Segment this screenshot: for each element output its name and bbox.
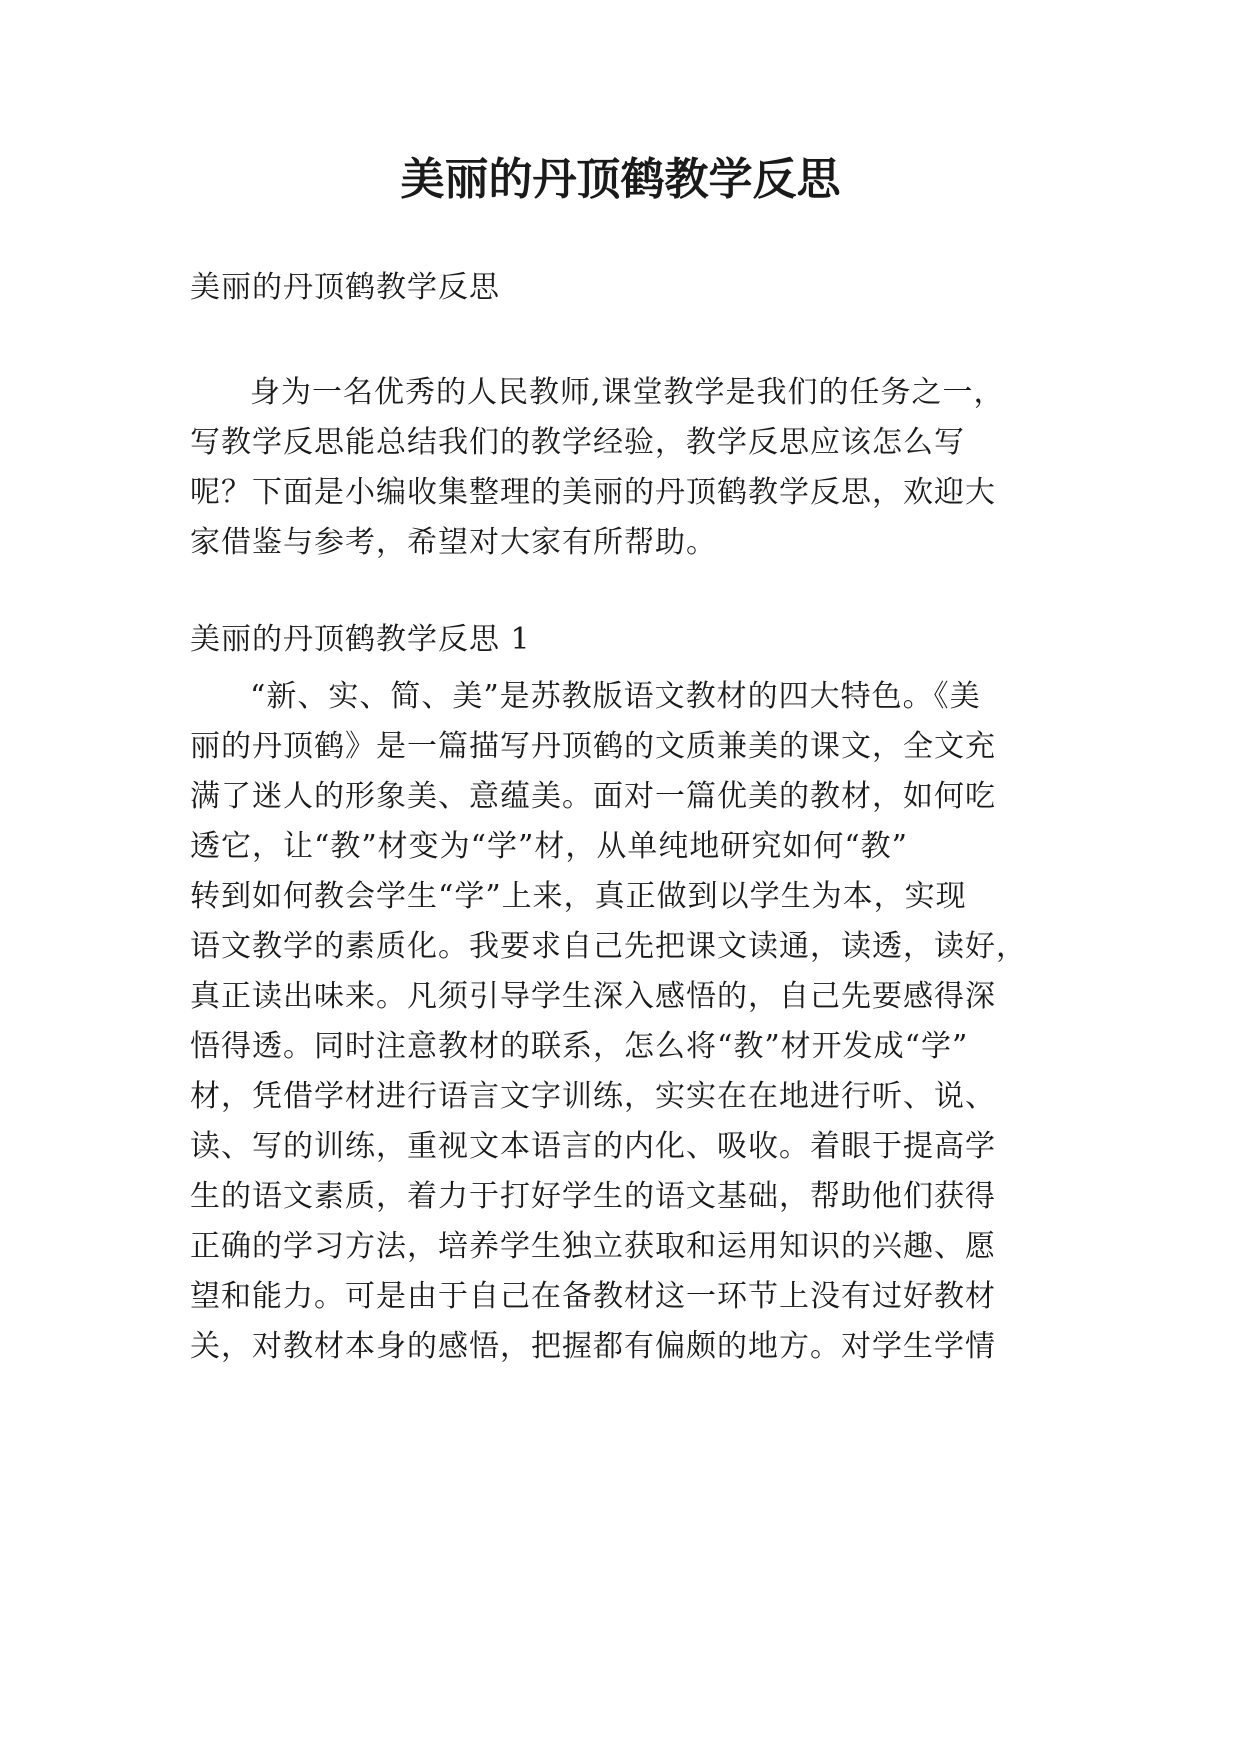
section-line-1: “新、实、简、美”是苏教版语文教材的四大特色。《美 bbox=[250, 679, 981, 714]
section-line-5: 转到如何教会学生“学”上来，真正做到以学生为本，实现 bbox=[190, 879, 967, 914]
intro-line-4: 家借鉴与参考，希望对大家有所帮助。 bbox=[190, 525, 717, 560]
section-line-6: 语文教学的素质化。我要求自己先把课文读通，读透，读好， bbox=[190, 929, 1027, 964]
section-line-11: 生的语文素质，着力于打好学生的语文基础，帮助他们获得 bbox=[190, 1179, 996, 1214]
section-line-3: 满了迷人的形象美、意蕴美。面对一篇优美的教材，如何吃 bbox=[190, 779, 996, 814]
intro-line-3: 呢？下面是小编收集整理的美丽的丹顶鹤教学反思，欢迎大 bbox=[190, 475, 996, 510]
section-line-12: 正确的学习方法，培养学生独立获取和运用知识的兴趣、愿 bbox=[190, 1229, 996, 1264]
section-line-10: 读、写的训练，重视文本语言的内化、吸收。着眼于提高学 bbox=[190, 1129, 996, 1164]
section-line-2: 丽的丹顶鹤》是一篇描写丹顶鹤的文质兼美的课文，全文充 bbox=[190, 729, 996, 764]
section-line-9: 材，凭借学材进行语言文字训练，实实在在地进行听、说、 bbox=[190, 1079, 996, 1114]
document-subtitle: 美丽的丹顶鹤教学反思 bbox=[190, 270, 500, 305]
document-title: 美丽的丹顶鹤教学反思 bbox=[400, 154, 841, 205]
section-line-8: 悟得透。同时注意教材的联系，怎么将“教”材开发成“学” bbox=[190, 1029, 969, 1064]
section-heading: 美丽的丹顶鹤教学反思 1 bbox=[190, 622, 531, 657]
intro-line-1: 身为一名优秀的人民教师,课堂教学是我们的任务之一， bbox=[250, 375, 1005, 410]
section-line-13: 望和能力。可是由于自己在备教材这一环节上没有过好教材 bbox=[190, 1279, 996, 1314]
section-line-4: 透它，让“教”材变为“学”材，从单纯地研究如何“教” bbox=[190, 829, 909, 864]
intro-line-2: 写教学反思能总结我们的教学经验，教学反思应该怎么写 bbox=[190, 425, 965, 460]
section-line-7: 真正读出味来。凡须引导学生深入感悟的，自己先要感得深 bbox=[190, 979, 996, 1014]
section-line-14: 关，对教材本身的感悟，把握都有偏颇的地方。对学生学情 bbox=[190, 1329, 996, 1364]
